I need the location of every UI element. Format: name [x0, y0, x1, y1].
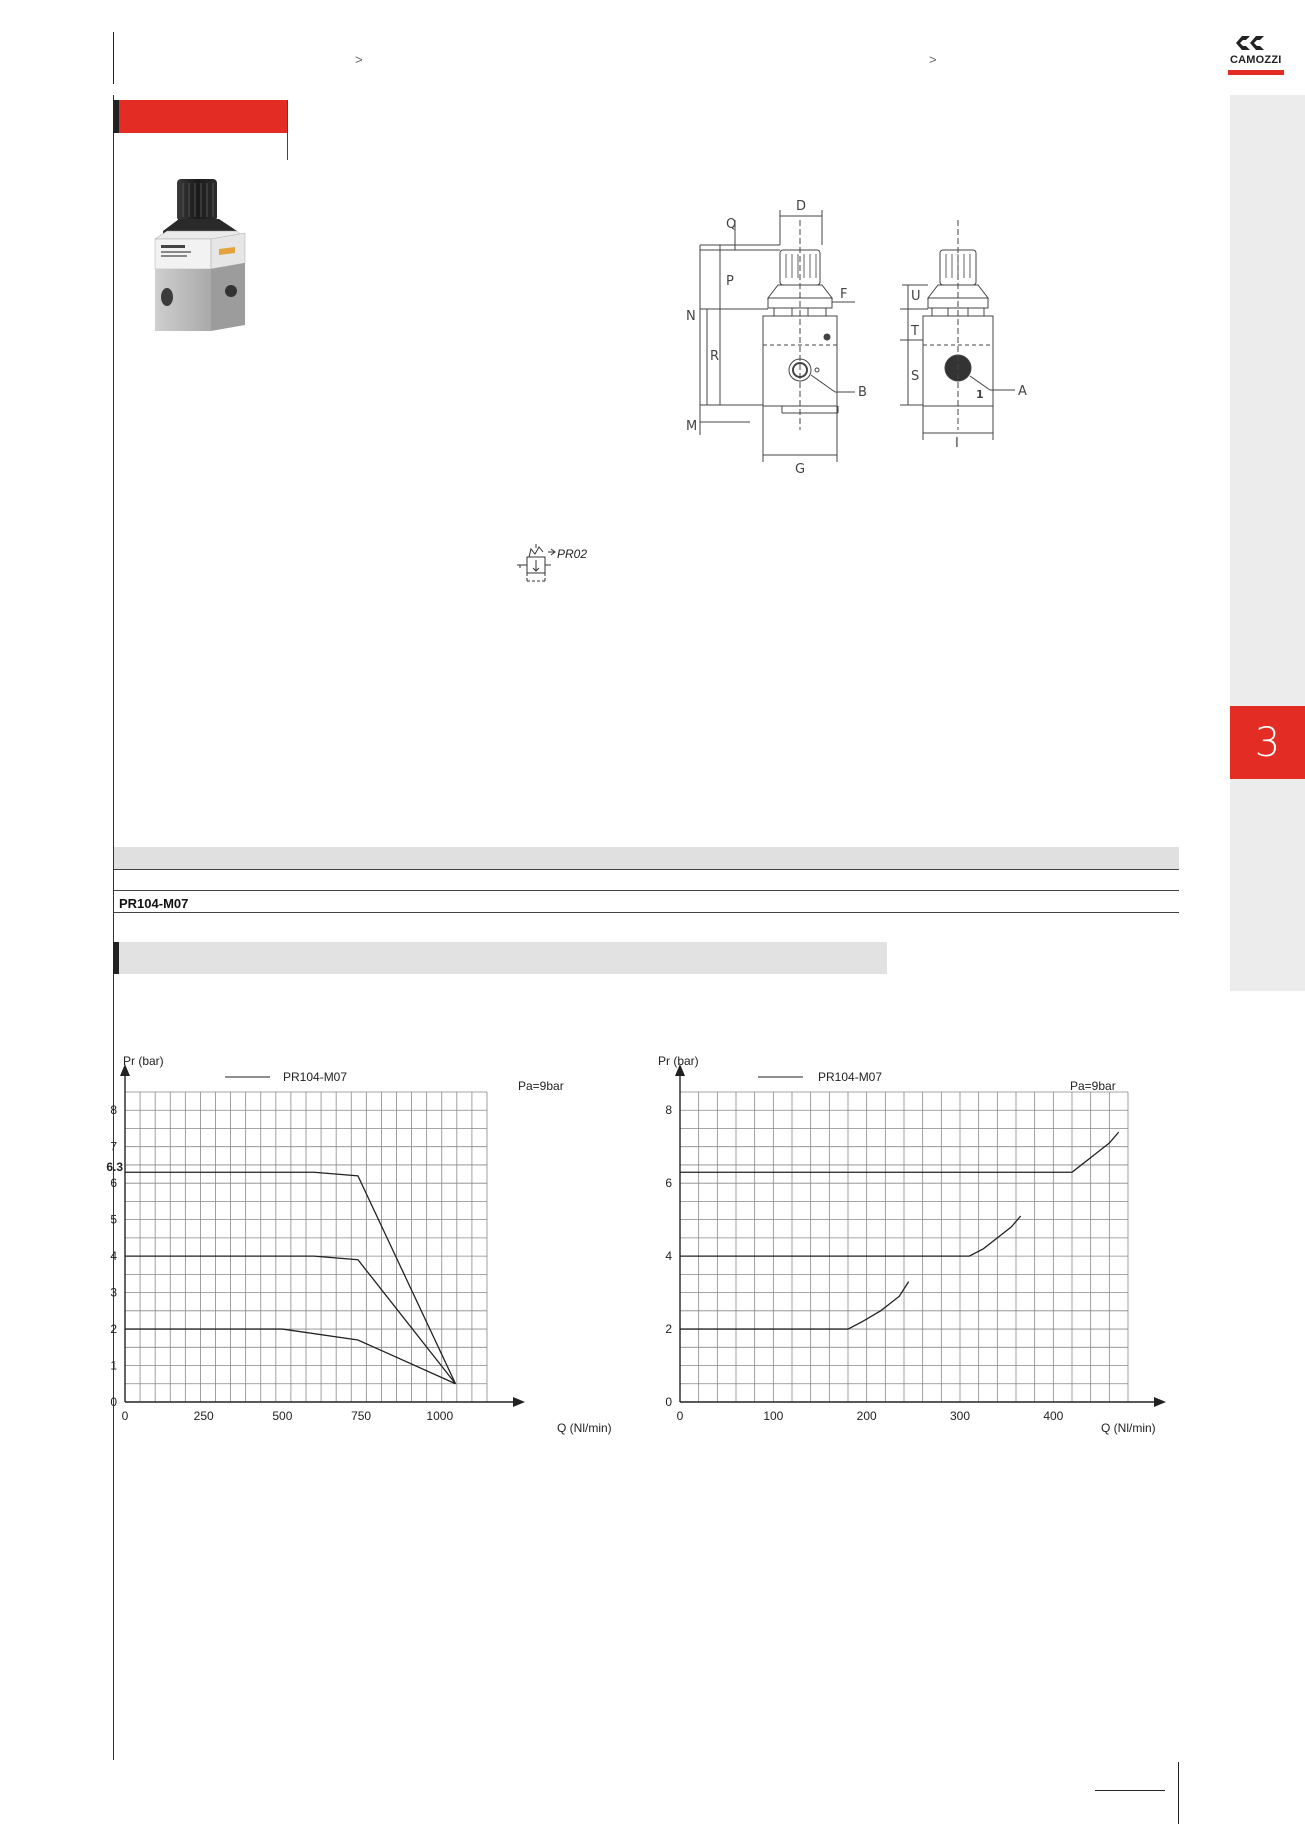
dim-label: D — [796, 199, 807, 214]
dim-label: T — [911, 324, 919, 339]
x-axis-label: Q (Nl/min) — [1101, 1421, 1156, 1435]
x-tick-label: 750 — [351, 1409, 372, 1423]
flow-chart-2 — [650, 1040, 1190, 1450]
title-bar — [119, 100, 287, 133]
section-bar — [119, 942, 887, 974]
y-tick-label: 3 — [110, 1285, 117, 1300]
y-tick-label: 8 — [665, 1103, 672, 1118]
table-row-code: PR104-M07 — [119, 896, 189, 911]
pa-label: Pa=9bar — [518, 1079, 564, 1093]
logo-underline — [1228, 70, 1284, 75]
legend-label: PR104-M07 — [818, 1070, 883, 1084]
product-photo — [145, 175, 250, 340]
legend-label: PR104-M07 — [283, 1070, 348, 1084]
table-row — [119, 895, 188, 913]
series-line — [125, 1172, 456, 1384]
x-tick-label: 500 — [272, 1409, 293, 1423]
series-line — [680, 1132, 1119, 1172]
y-tick-label: 6.3 — [106, 1160, 123, 1175]
dim-label: R — [710, 349, 720, 364]
footer-rule — [1095, 1790, 1165, 1791]
breadcrumb-arrow: > — [355, 52, 363, 67]
chart-axes — [120, 1064, 525, 1407]
footer-divider — [1178, 1762, 1179, 1824]
y-tick-label: 8 — [110, 1103, 117, 1118]
y-tick-label: 6 — [665, 1176, 672, 1191]
port-number: 1 — [976, 388, 984, 401]
x-tick-label: 200 — [856, 1409, 877, 1423]
symbol-label: PR02 — [557, 547, 588, 561]
x-axis-arrow-icon — [513, 1397, 525, 1407]
dim-label: U — [911, 289, 921, 304]
side-panel — [1230, 95, 1305, 991]
series-line — [680, 1216, 1021, 1256]
x-tick-label: 100 — [763, 1409, 784, 1423]
y-tick-label: 0 — [665, 1395, 672, 1409]
title-bar-divider — [287, 100, 288, 160]
y-tick-label: 4 — [110, 1249, 117, 1264]
chart-series — [680, 1132, 1119, 1329]
left-margin-rule — [113, 95, 114, 1760]
table-rule — [114, 869, 1179, 870]
x-tick-label: 1000 — [426, 1409, 454, 1423]
dim-label: G — [795, 462, 806, 477]
chart-series — [125, 1172, 456, 1384]
y-tick-label: 4 — [665, 1249, 672, 1264]
dim-label: Q — [726, 217, 737, 232]
flow-chart-1 — [106, 1040, 645, 1450]
dim-label: I — [955, 436, 959, 451]
y-tick-label: 0 — [110, 1395, 117, 1409]
pressure-regulator-photo-icon — [145, 175, 250, 340]
dim-label: A — [1018, 384, 1027, 399]
table-header — [114, 847, 1179, 869]
header-divider — [113, 32, 114, 84]
dim-label: P — [726, 274, 734, 289]
camozzi-logo — [1228, 32, 1284, 78]
side-tab-chapter[interactable] — [1230, 706, 1305, 779]
table-rule — [114, 912, 1179, 913]
dim-label: M — [686, 419, 698, 434]
dim-label: N — [686, 309, 696, 324]
dimension-drawing — [670, 190, 1100, 550]
y-tick-label: 1 — [110, 1358, 117, 1373]
chart-tick-labels — [106, 1103, 453, 1423]
y-tick-label: 2 — [665, 1322, 672, 1337]
x-tick-label: 0 — [121, 1409, 129, 1423]
y-axis-label: Pr (bar) — [123, 1054, 164, 1068]
y-tick-label: 7 — [110, 1139, 117, 1154]
regulator-symbol-icon — [515, 540, 588, 595]
series-line — [125, 1329, 456, 1384]
y-tick-label: 5 — [110, 1212, 117, 1227]
y-tick-label: 2 — [110, 1322, 117, 1337]
y-axis-label: Pr (bar) — [658, 1054, 699, 1068]
x-tick-label: 0 — [676, 1409, 684, 1423]
x-axis-arrow-icon — [1154, 1397, 1166, 1407]
table-rule — [114, 890, 1179, 891]
dim-label: F — [840, 287, 848, 302]
x-tick-label: 250 — [193, 1409, 214, 1423]
y-tick-label: 6 — [110, 1176, 117, 1191]
logo-text: CAMOZZI — [1230, 54, 1282, 66]
x-tick-label: 300 — [949, 1409, 971, 1423]
x-axis-label: Q (Nl/min) — [557, 1421, 612, 1435]
breadcrumb-arrow: > — [929, 52, 937, 67]
series-line — [125, 1256, 456, 1384]
dim-label: S — [911, 369, 920, 384]
side-tab-number: 3 — [1254, 719, 1281, 766]
chart-grid — [680, 1092, 1128, 1402]
x-tick-label: 400 — [1043, 1409, 1064, 1423]
pa-label: Pa=9bar — [1070, 1079, 1116, 1093]
dim-label: B — [858, 385, 867, 400]
chart-axes — [675, 1064, 1166, 1407]
chart-tick-labels — [665, 1103, 1063, 1423]
series-line — [680, 1282, 909, 1329]
